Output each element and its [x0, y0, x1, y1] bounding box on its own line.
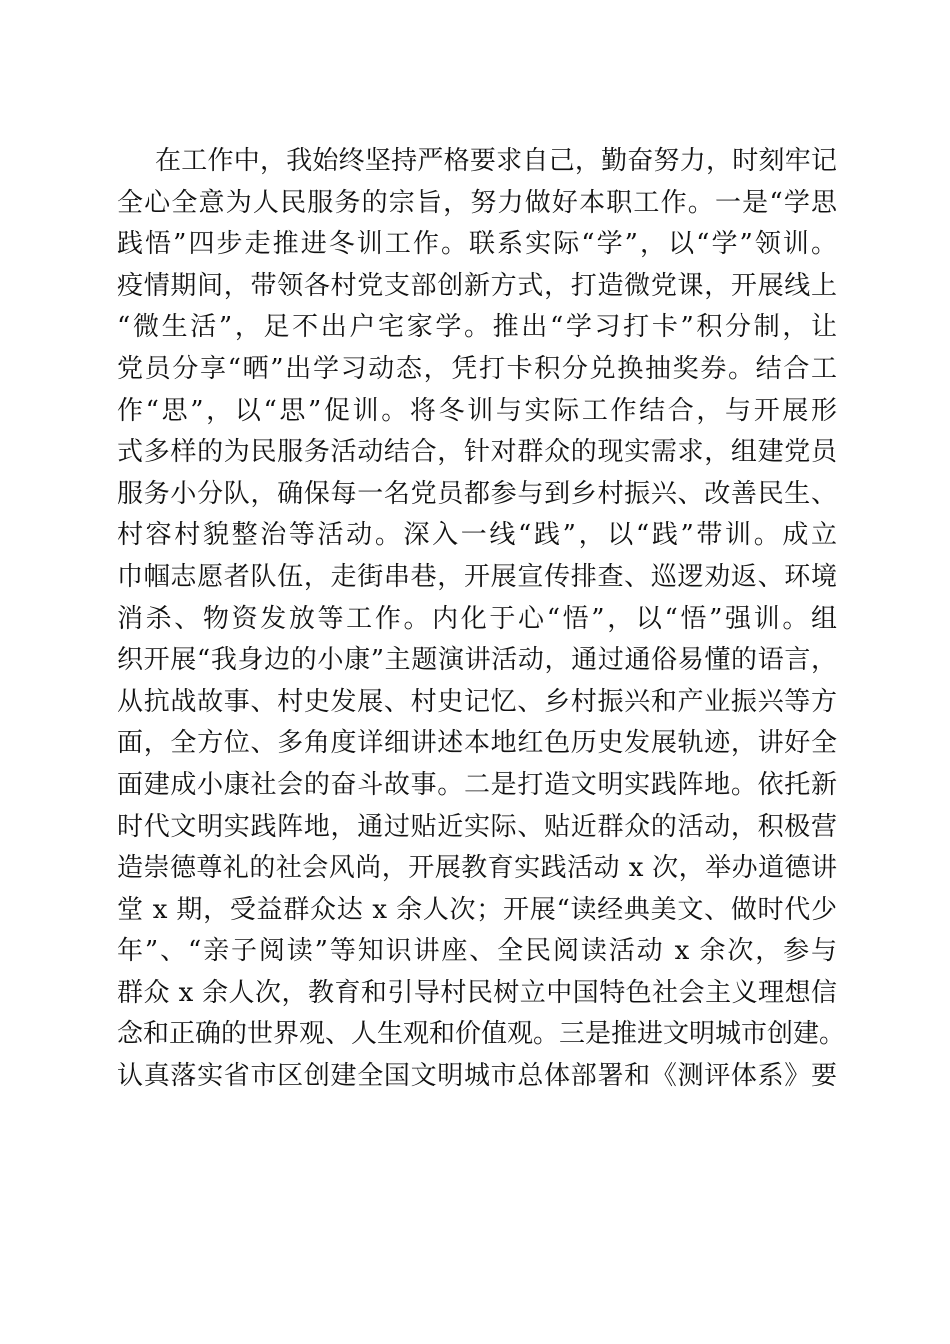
paragraph-line: 疫情期间，带领各村党支部创新方式，打造微党课，开展线上	[117, 270, 837, 301]
paragraph-line: 面，全方位、多角度详细讲述本地红色历史发展轨迹，讲好全	[117, 728, 837, 759]
paragraph-line: 式多样的为民服务活动结合，针对群众的现实需求，组建党员	[117, 437, 837, 468]
paragraph-line: 践悟”四步走推进冬训工作。联系实际“学”，以“学”领训。	[117, 229, 837, 260]
paragraph-line: 造崇德尊礼的社会风尚，开展教育实践活动 x 次，举办道德讲	[117, 853, 837, 884]
paragraph-line: 织开展“我身边的小康”主题演讲活动，通过通俗易懂的语言，	[117, 645, 837, 676]
paragraph-line: 从抗战故事、村史发展、村史记忆、乡村振兴和产业振兴等方	[117, 686, 837, 717]
paragraph-line: 时代文明实践阵地，通过贴近实际、贴近群众的活动，积极营	[117, 811, 837, 842]
body-paragraph	[117, 141, 846, 1098]
paragraph-line: 作“思”，以“思”促训。将冬训与实际工作结合，与开展形	[117, 395, 837, 426]
paragraph-line: 村容村貌整治等活动。深入一线“践”，以“践”带训。成立	[117, 520, 837, 551]
paragraph-line: 党员分享“晒”出学习动态，凭打卡积分兑换抽奖券。结合工	[117, 353, 837, 384]
paragraph-line: 认真落实省市区创建全国文明城市总体部署和《测评体系》要	[117, 1061, 837, 1092]
paragraph-line: 群众 x 余人次，教育和引导村民树立中国特色社会主义理想信	[117, 977, 837, 1008]
paragraph-line: 面建成小康社会的奋斗故事。二是打造文明实践阵地。依托新	[117, 769, 837, 800]
paragraph-line: 巾帼志愿者队伍，走街串巷，开展宣传排查、巡逻劝返、环境	[117, 561, 837, 592]
paragraph-line: 全心全意为人民服务的宗旨，努力做好本职工作。一是“学思	[117, 187, 837, 218]
paragraph-line: “微生活”，足不出户宅家学。推出“学习打卡”积分制，让	[117, 312, 837, 343]
paragraph-line: 在工作中，我始终坚持严格要求自己，勤奋努力，时刻牢记	[155, 146, 837, 176]
paragraph-line: 堂 x 期，受益群众达 x 余人次；开展“读经典美文、做时代少	[117, 894, 837, 925]
paragraph-line: 年”、“亲子阅读”等知识讲座、全民阅读活动 x 余次，参与	[117, 936, 837, 967]
paragraph-line: 服务小分队，确保每一名党员都参与到乡村振兴、改善民生、	[117, 478, 837, 509]
paragraph-line: 消杀、物资发放等工作。内化于心“悟”，以“悟”强训。组	[117, 603, 837, 634]
paragraph-line: 念和正确的世界观、人生观和价值观。三是推进文明城市创建。	[117, 1019, 846, 1050]
